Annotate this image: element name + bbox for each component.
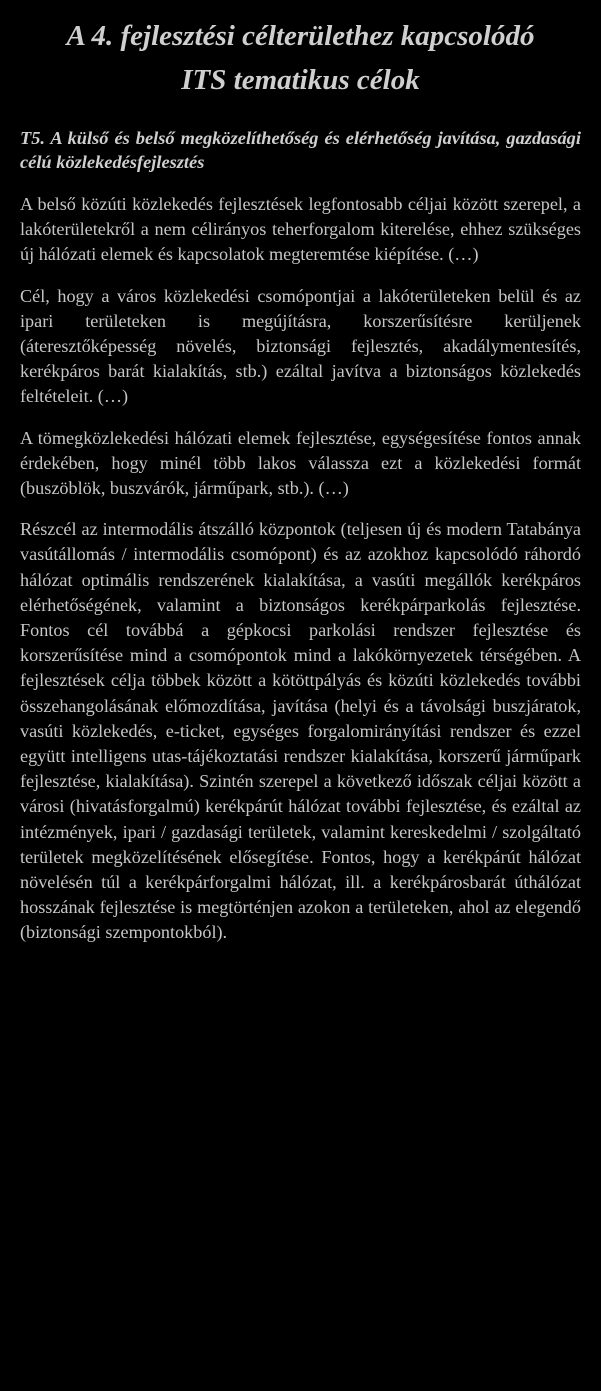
document-title bbox=[20, 14, 581, 102]
section-subtitle: T5. A külső és belső megközelíthetőség és elérhetőség javítása, gazdasági célú közlekedésfejlesztés bbox=[20, 128, 581, 172]
paragraph-3: A tömegközlekedési hálózati elemek fejlesztése, egységesítése fontos annak érdekében, hogy minél több lakos válassza ezt a közlekedési formát (buszöblök, buszvárók, járműpark, stb.). (…) bbox=[20, 427, 581, 499]
title-line-2: ITS tematikus célok bbox=[181, 64, 420, 96]
title-line-1: A 4. fejlesztési célterülethez kapcsolódó bbox=[66, 20, 535, 52]
paragraph-2: Cél, hogy a város közlekedési csomópontjai a lakóterületeken belül és az ipari területeken is megújításra, korszerűsítésre kerüljenek (áteresztőképesség növelés, biztonsági fejlesztés, akadálymentesítés, kerékpáros barát kialakítás, stb.) ezáltal javítva a biztonságos közlekedés feltételeit. (…) bbox=[20, 285, 581, 407]
paragraph-1: A belső közúti közlekedés fejlesztések legfontosabb céljai között szerepel, a lakóterületekről a nem célirányos teherforgalom kiterelése, ehhez szükséges új hálózati elemek és kapcsolatok megteremtése kiépítése. (…) bbox=[20, 194, 581, 265]
paragraph-4: Részcél az intermodális átszálló központok (teljesen új és modern Tatabánya vasútállomás / intermodális csomópont) és az azokhoz kapcsolódó ráhordó hálózat optimális rendszerének kialakítása, a vasúti megállók kerékpáros elérhetőségének, valamint a biztonságos kerékpárparkolás fejlesztése. Fontos cél továbbá a gépkocsi parkolási rendszer fejlesztése és korszerűsítése mind a csomópontok mind a lakókörnyezetek térségében. A fejlesztések célja többek között a kötöttpályás és közúti közlekedés további összehangolásának előmozdítása, javítása (helyi és a távolsági buszjáratok, vasúti közlekedés, e-ticket, egységes forgalomirányítási rendszer és ezzel együtt intelligens utas-tájékoztatási rendszer kialakítása, korszerű járműpark fejlesztése, kialakítása). Szintén szerepel a következő időszak céljai között a városi (hivatásforgalmú) kerékpárút hálózat további fejlesztése, és ezáltal az intézmények, ipari / gazdasági területek, valamint kereskedelmi / szolgáltató területek megközelítésének elősegítése. Fontos, hogy a kerékpárút hálózat növelésén túl a kerékpárforgalmi hálózat, ill. a kerékpárosbarát úthálózat hosszának fejlesztése is megtörténjen azokon a területeken, ahol az elegendő (biztonsági szempontokból). bbox=[20, 519, 581, 943]
